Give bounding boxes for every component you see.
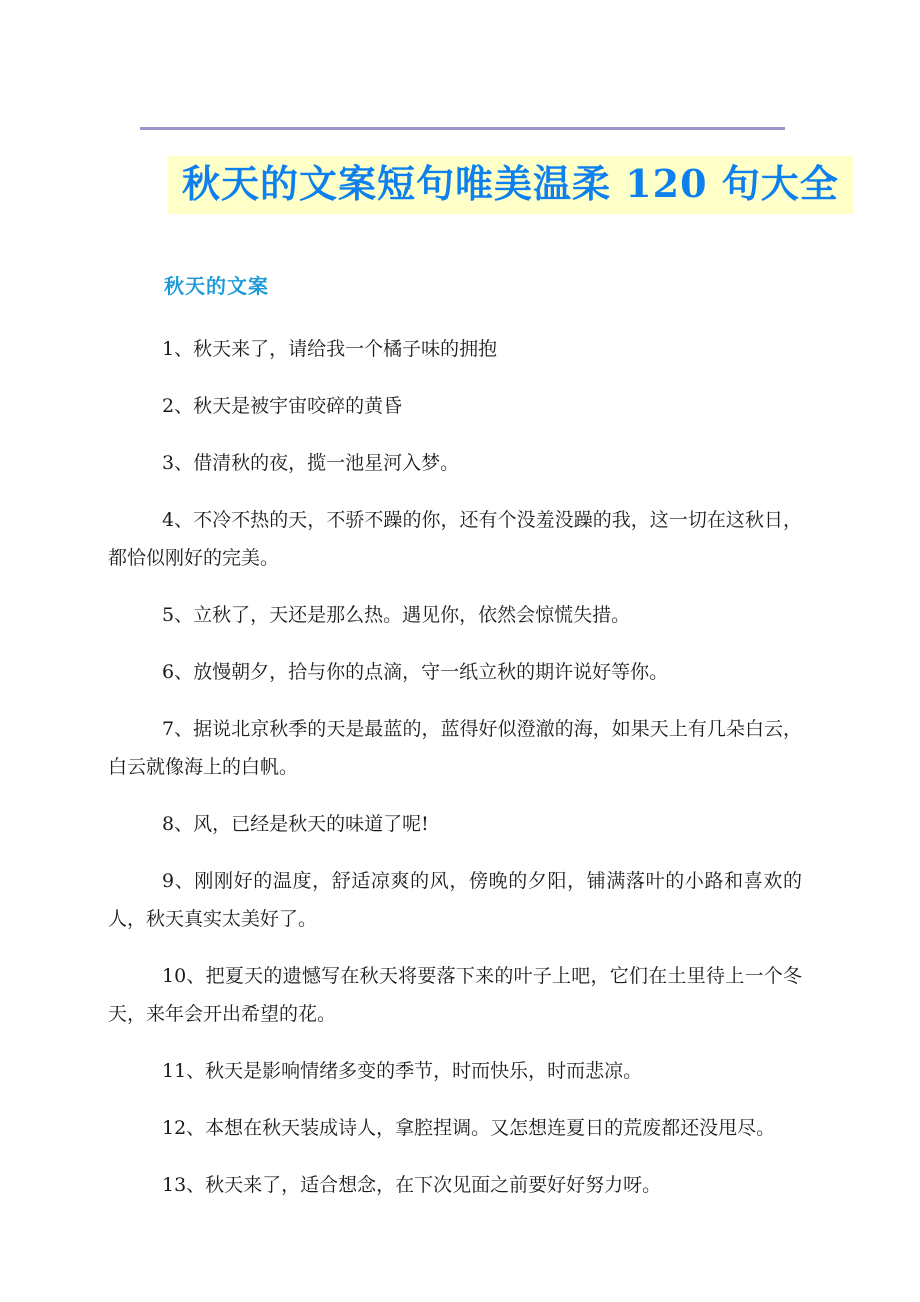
list-item-5: 5、立秋了，天还是那么热。遇见你，依然会惊慌失措。 <box>162 604 631 626</box>
list-item-11: 11、秋天是影响情绪多变的季节，时而快乐，时而悲凉。 <box>162 1060 643 1082</box>
document-title: 秋天的文案短句唯美温柔 120 句大全 <box>168 156 853 214</box>
section-heading: 秋天的文案 <box>164 274 269 298</box>
list-item-10: 10、把夏天的遗憾写在秋天将要落下来的叶子上吧，它们在土里待上一个冬天，来年会开出希望的花。 <box>108 965 802 1025</box>
top-divider-line <box>140 127 785 130</box>
list-item-12: 12、本想在秋天装成诗人，拿腔捏调。又怎想连夏日的荒废都还没甩尽。 <box>162 1117 776 1139</box>
list-item-1: 1、秋天来了，请给我一个橘子味的拥抱 <box>162 338 498 360</box>
list-item-6: 6、放慢朝夕，拾与你的点滴，守一纸立秋的期许说好等你。 <box>162 661 669 683</box>
list-item-13: 13、秋天来了，适合想念，在下次见面之前要好好努力呀。 <box>162 1174 662 1196</box>
list-item-9: 9、刚刚好的温度，舒适凉爽的风，傍晚的夕阳，铺满落叶的小路和喜欢的人，秋天真实太美好了。 <box>108 870 802 930</box>
list-item-7: 7、据说北京秋季的天是最蓝的，蓝得好似澄澈的海，如果天上有几朵白云，白云就像海上的白帆。 <box>108 718 802 778</box>
list-item-2: 2、秋天是被宇宙咬碎的黄昏 <box>162 395 403 417</box>
list-item-8: 8、风，已经是秋天的味道了呢! <box>162 813 429 835</box>
list-item-4: 4、不冷不热的天，不骄不躁的你，还有个没羞没躁的我，这一切在这秋日，都恰似刚好的完美。 <box>108 509 802 569</box>
quote-list <box>108 330 802 1223</box>
list-item-3: 3、借清秋的夜，揽一池星河入梦。 <box>162 452 460 474</box>
